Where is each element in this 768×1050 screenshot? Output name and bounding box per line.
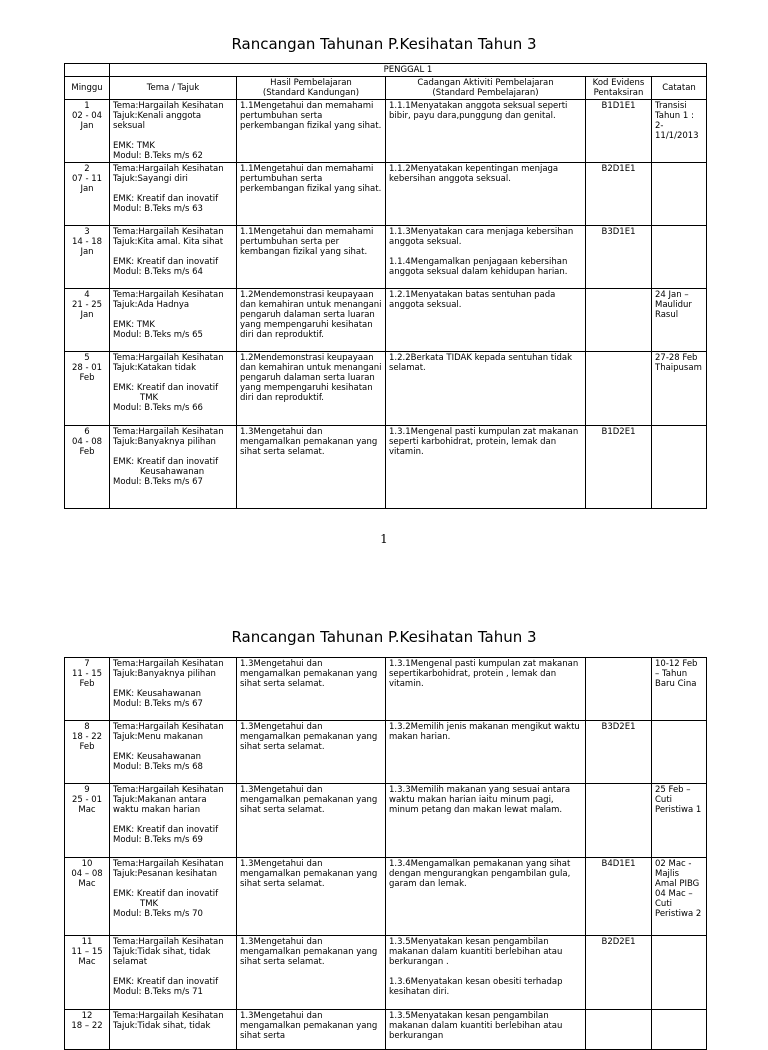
cell-line: 1.3.4Mengamalkan pemakanan yang sihat dengan mengurangkan pengambilan gula, garam dan lemak.: [389, 859, 574, 889]
cell-line: Mac: [78, 957, 96, 967]
cell-minggu: [65, 352, 110, 426]
yearly-plan-table-2: [64, 657, 707, 1050]
cell-kod: B3D2E1: [586, 721, 652, 784]
cell-line: [113, 879, 233, 889]
cell-kod: B4D1E1: [586, 858, 652, 936]
cell-hasil: [237, 936, 386, 1010]
cell-line: EMK: Kreatif dan inovatif: [113, 257, 219, 267]
cell-line: [113, 447, 233, 457]
cell-kod: [586, 289, 652, 352]
cell-kod: [586, 784, 652, 858]
header-kod-line1: Kod Evidens: [592, 78, 645, 88]
cell-cadangan: [386, 226, 586, 289]
cell-catatan: [652, 858, 707, 936]
cell-minggu: [65, 936, 110, 1010]
cell-line: Tema:Hargailah Kesihatan: [113, 290, 224, 300]
cell-hasil: [237, 721, 386, 784]
cell-line: 1.3Mengetahui dan mengamalkan pemakanan yang sihat serta: [240, 1011, 380, 1041]
page-title-2: Rancangan Tahunan P.Kesihatan Tahun 3: [231, 628, 537, 646]
cell-kod: B1D2E1: [586, 426, 652, 509]
cell-line: Feb: [79, 679, 95, 689]
cell-line: Modul: B.Teks m/s 71: [113, 987, 203, 997]
cell-line: Mac: [78, 805, 96, 815]
cell-tema: [110, 226, 237, 289]
yearly-plan-table: [64, 63, 707, 509]
cell-line: Cuti: [655, 795, 673, 805]
cell-cadangan: [386, 1010, 586, 1050]
cell-minggu: [65, 226, 110, 289]
cell-catatan: [652, 163, 707, 226]
cell-tema: [110, 289, 237, 352]
cell-line: Modul: B.Teks m/s 70: [113, 909, 203, 919]
cell-line: [68, 1031, 106, 1041]
cell-line: 1.3Mengetahui dan mengamalkan pemakanan yang sihat serta selamat.: [240, 859, 380, 889]
cell-line: 1.1.2Menyatakan kepentingan menjaga kebersihan anggota seksual.: [389, 164, 561, 184]
cell-cadangan: [386, 289, 586, 352]
cell-line: Modul: B.Teks m/s 66: [113, 403, 203, 413]
cell-catatan: [652, 721, 707, 784]
cell-line: Jan: [80, 121, 94, 131]
cell-catatan: [652, 1010, 707, 1050]
cell-kod: [586, 1010, 652, 1050]
cell-line: 1.3.6Menyatakan kesan obesiti terhadap kesihatan diri.: [389, 977, 566, 997]
cell-line: 02 - 04: [71, 111, 103, 121]
cell-line: Jan: [80, 247, 94, 257]
cell-line: Tajuk:Kita amal. Kita sihat: [113, 237, 224, 247]
table-row: [65, 289, 707, 352]
cell-kod: B2D1E1: [586, 163, 652, 226]
cell-line: Feb: [79, 742, 95, 752]
cell-line: – Tahun: [655, 669, 688, 679]
table-row: [65, 1010, 707, 1050]
cell-line: [389, 247, 582, 257]
cell-line: 1.3Mengetahui dan mengamalkan pemakanan yang sihat serta selamat.: [240, 427, 380, 457]
cell-line: [113, 247, 233, 257]
cell-line: Maulidur: [655, 300, 692, 310]
cell-hasil: [237, 858, 386, 936]
cell-minggu: [65, 658, 110, 721]
cell-line: 1.3Mengetahui dan mengamalkan pemakanan yang sihat serta selamat.: [240, 785, 380, 815]
cell-catatan: [652, 352, 707, 426]
cell-line: [113, 742, 233, 752]
cell-hasil: [237, 784, 386, 858]
header-hasil-line2: (Standard Kandungan): [262, 88, 360, 98]
cell-line: 1.3.1Mengenal pasti kumpulan zat makanan seperti karbohidrat, protein, lemak dan vitamin.: [389, 427, 581, 457]
cell-line: Tema:Hargailah Kesihatan: [113, 427, 224, 437]
cell-line: 10: [81, 859, 93, 869]
cell-line: 1.3.5Menyatakan kesan pengambilan makanan dalam kuantiti berlebihan atau berkurangan: [389, 1011, 566, 1041]
cell-line: Tema:Hargailah Kesihatan: [113, 859, 224, 869]
cell-tema: [110, 784, 237, 858]
cell-hasil: [237, 289, 386, 352]
cell-line: Peristiwa 1: [655, 805, 702, 815]
cell-catatan: [652, 658, 707, 721]
cell-kod: [586, 658, 652, 721]
cell-line: EMK: TMK: [113, 141, 155, 151]
cell-line: Keusahawanan: [113, 467, 205, 477]
cell-line: 04 Mac –: [655, 889, 693, 899]
cell-line: 1.2.1Menyatakan batas sentuhan pada anggota seksual.: [389, 290, 559, 310]
cell-line: 02 Mac -: [655, 859, 692, 869]
cell-line: 21 - 25: [71, 300, 103, 310]
cell-line: EMK: Kreatif dan inovatif: [113, 457, 219, 467]
cell-minggu: [65, 289, 110, 352]
cell-line: Modul: B.Teks m/s 63: [113, 204, 203, 214]
cell-line: 1.3Mengetahui dan mengamalkan pemakanan yang sihat serta selamat.: [240, 659, 380, 689]
cell-line: Rasul: [655, 310, 679, 320]
cell-cadangan: [386, 100, 586, 163]
cell-minggu: [65, 1010, 110, 1050]
cell-tema: [110, 352, 237, 426]
cell-line: 11 – 15: [71, 947, 103, 957]
cell-catatan: [652, 936, 707, 1010]
cell-tema: [110, 100, 237, 163]
table-row: [65, 658, 707, 721]
cell-cadangan: [386, 858, 586, 936]
cell-cadangan: [386, 721, 586, 784]
cell-line: 1.1Mengetahui dan memahami pertumbuhan serta perkembangan fizikal yang sihat.: [240, 101, 382, 131]
cell-line: [113, 373, 233, 383]
cell-line: Modul: B.Teks m/s 69: [113, 835, 203, 845]
cell-kod: B3D1E1: [586, 226, 652, 289]
cell-line: 11 - 15: [71, 669, 103, 679]
cell-hasil: [237, 226, 386, 289]
table-row: [65, 784, 707, 858]
cell-line: 1.1.4Mengamalkan penjagaan kebersihan anggota seksual dalam kehidupan harian.: [389, 257, 571, 277]
cell-line: Modul: B.Teks m/s 64: [113, 267, 203, 277]
cell-line: Tema:Hargailah Kesihatan: [113, 785, 224, 795]
cell-line: 1.2Mendemonstrasi keupayaan dan kemahiran untuk menangani pengaruh dalaman serta luaran yang mempengaruhi kesihatan diri dan reproduktif.: [240, 353, 385, 403]
table-row: [65, 721, 707, 784]
cell-line: 1: [84, 101, 90, 111]
cell-line: Tajuk:Banyaknya pilihan: [113, 437, 216, 447]
blank-header-cell: [65, 64, 110, 77]
table-row: [65, 163, 707, 226]
cell-line: Modul: B.Teks m/s 65: [113, 330, 203, 340]
cell-line: 1.3Mengetahui dan mengamalkan pemakanan yang sihat serta selamat.: [240, 937, 380, 967]
cell-line: 9: [84, 785, 90, 795]
cell-line: 10-12 Feb: [655, 659, 698, 669]
cell-line: Thaipusam: [655, 363, 702, 373]
cell-tema: [110, 721, 237, 784]
header-catatan: Catatan: [652, 77, 707, 100]
cell-line: Modul: B.Teks m/s 67: [113, 699, 203, 709]
cell-minggu: [65, 784, 110, 858]
header-cadangan-line2: (Standard Pembelajaran): [432, 88, 539, 98]
cell-tema: [110, 1010, 237, 1050]
cell-line: Tema:Hargailah Kesihatan: [113, 101, 224, 111]
cell-line: 18 - 22: [71, 732, 103, 742]
cell-line: Jan: [80, 310, 94, 320]
cell-hasil: [237, 163, 386, 226]
cell-tema: [110, 936, 237, 1010]
cell-line: Tema:Hargailah Kesihatan: [113, 1011, 224, 1021]
cell-line: Amal PIBG: [655, 879, 700, 889]
cell-line: Tajuk:Kenali anggota seksual: [113, 111, 204, 131]
cell-catatan: [652, 289, 707, 352]
table-row: [65, 936, 707, 1010]
cell-line: 2-: [655, 121, 664, 131]
cell-cadangan: [386, 426, 586, 509]
header-minggu: Minggu: [65, 77, 110, 100]
cell-line: Tahun 1 :: [655, 111, 694, 121]
cell-hasil: [237, 1010, 386, 1050]
cell-line: TMK: [113, 899, 159, 909]
cell-catatan: [652, 426, 707, 509]
cell-line: 18 – 22: [71, 1021, 103, 1031]
cell-line: 28 - 01: [71, 363, 103, 373]
cell-line: EMK: Kreatif dan inovatif: [113, 194, 219, 204]
cell-cadangan: [386, 352, 586, 426]
cell-line: 4: [84, 290, 90, 300]
cell-line: 27-28 Feb: [655, 353, 698, 363]
cell-line: Tema:Hargailah Kesihatan: [113, 937, 224, 947]
cell-catatan: [652, 226, 707, 289]
cell-line: 1.3Mengetahui dan mengamalkan pemakanan yang sihat serta selamat.: [240, 722, 380, 752]
cell-line: Peristiwa 2: [655, 909, 702, 919]
header-hasil: [237, 77, 386, 100]
cell-cadangan: [386, 936, 586, 1010]
cell-line: 7: [84, 659, 90, 669]
cell-kod: [586, 352, 652, 426]
cell-line: 1.2Mendemonstrasi keupayaan dan kemahiran untuk menangani pengaruh dalaman serta luaran yang mempengaruhi kesihatan diri dan reproduktif.: [240, 290, 385, 340]
cell-line: 1.3.1Mengenal pasti kumpulan zat makanan sepertikarbohidrat, protein , lemak dan vitamin.: [389, 659, 581, 689]
cell-line: [113, 184, 233, 194]
cell-line: Tajuk:Banyaknya pilihan: [113, 669, 216, 679]
cell-line: Tema:Hargailah Kesihatan: [113, 164, 224, 174]
cell-minggu: [65, 426, 110, 509]
table-row: [65, 100, 707, 163]
cell-line: EMK: Kreatif dan inovatif: [113, 825, 219, 835]
header-kod-line2: Pentaksiran: [593, 88, 644, 98]
cell-line: Mac: [78, 879, 96, 889]
page-number: 1: [380, 532, 388, 546]
table-row: [65, 352, 707, 426]
cell-line: Jan: [80, 184, 94, 194]
cell-line: Tema:Hargailah Kesihatan: [113, 722, 224, 732]
cell-line: 11/1/2013: [655, 131, 699, 141]
cell-line: Feb: [79, 447, 95, 457]
header-tema: Tema / Tajuk: [110, 77, 237, 100]
cell-line: EMK: Keusahawanan: [113, 689, 201, 699]
cell-line: Tajuk:Menu makanan: [113, 732, 204, 742]
cell-line: [113, 131, 233, 141]
cell-line: Tajuk:Tidak sihat, tidak selamat: [113, 947, 214, 967]
page-title: Rancangan Tahunan P.Kesihatan Tahun 3: [231, 35, 537, 53]
cell-line: EMK: Keusahawanan: [113, 752, 201, 762]
cell-hasil: [237, 100, 386, 163]
header-cadangan-line1: Cadangan Aktiviti Pembelajaran: [417, 78, 554, 88]
cell-line: EMK: TMK: [113, 320, 155, 330]
cell-line: EMK: Kreatif dan inovatif: [113, 977, 219, 987]
cell-line: 11: [81, 937, 93, 947]
cell-line: Tajuk:Ada Hadnya: [113, 300, 190, 310]
table-row: [65, 226, 707, 289]
cell-line: Transisi: [655, 101, 687, 111]
cell-line: Modul: B.Teks m/s 67: [113, 477, 203, 487]
cell-line: 1.3.5Menyatakan kesan pengambilan makanan dalam kuantiti berlebihan atau berkurangan .: [389, 937, 566, 967]
cell-line: 1.1Mengetahui dan memahami pertumbuhan serta per kembangan fizikal yang sihat.: [240, 227, 377, 257]
cell-hasil: [237, 658, 386, 721]
cell-tema: [110, 858, 237, 936]
cell-line: Tajuk:Makanan antara waktu makan harian: [113, 795, 210, 815]
cell-line: Modul: B.Teks m/s 62: [113, 151, 203, 161]
cell-minggu: [65, 858, 110, 936]
cell-line: [389, 967, 582, 977]
cell-kod: B1D1E1: [586, 100, 652, 163]
cell-kod: B2D2E1: [586, 936, 652, 1010]
cell-line: 2: [84, 164, 90, 174]
table-body: [65, 100, 707, 509]
cell-minggu: [65, 163, 110, 226]
cell-line: Tajuk:Sayangi diri: [113, 174, 188, 184]
cell-line: 6: [84, 427, 90, 437]
cell-cadangan: [386, 163, 586, 226]
header-kod: [586, 77, 652, 100]
cell-minggu: [65, 100, 110, 163]
cell-hasil: [237, 426, 386, 509]
cell-line: Tema:Hargailah Kesihatan: [113, 353, 224, 363]
cell-line: Tajuk:Tidak sihat, tidak: [113, 1021, 211, 1031]
cell-line: 3: [84, 227, 90, 237]
cell-line: EMK: Kreatif dan inovatif: [113, 889, 219, 899]
cell-line: Feb: [79, 373, 95, 383]
cell-line: 25 Feb –: [655, 785, 691, 795]
cell-line: 1.2.2Berkata TIDAK kepada sentuhan tidak selamat.: [389, 353, 575, 373]
cell-line: [113, 815, 233, 825]
cell-minggu: [65, 721, 110, 784]
cell-line: 5: [84, 353, 90, 363]
cell-line: 24 Jan –: [655, 290, 689, 300]
cell-line: 1.1Mengetahui dan memahami pertumbuhan serta perkembangan fizikal yang sihat.: [240, 164, 382, 194]
cell-line: 04 – 08: [71, 869, 103, 879]
cell-line: Baru Cina: [655, 679, 697, 689]
cell-line: 12: [81, 1011, 93, 1021]
cell-tema: [110, 163, 237, 226]
cell-catatan: [652, 100, 707, 163]
header-cadangan: [386, 77, 586, 100]
cell-line: Tajuk:Pesanan kesihatan: [113, 869, 218, 879]
cell-cadangan: [386, 784, 586, 858]
cell-line: 1.3.2Memilih jenis makanan mengikut waktu makan harian.: [389, 722, 583, 742]
cell-line: Tajuk:Katakan tidak: [113, 363, 196, 373]
cell-line: 1.1.3Menyatakan cara menjaga kebersihan anggota seksual.: [389, 227, 576, 247]
cell-line: EMK: Kreatif dan inovatif: [113, 383, 219, 393]
cell-line: 8: [84, 722, 90, 732]
cell-line: Tema:Hargailah Kesihatan: [113, 659, 224, 669]
cell-tema: [110, 658, 237, 721]
term-header: PENGGAL 1: [110, 64, 707, 77]
cell-line: 14 - 18: [71, 237, 103, 247]
cell-tema: [110, 426, 237, 509]
cell-line: 25 - 01: [71, 795, 103, 805]
cell-line: Tema:Hargailah Kesihatan: [113, 227, 224, 237]
table-row: [65, 858, 707, 936]
cell-line: 1.1.1Menyatakan anggota seksual seperti bibir, payu dara,punggung dan genital.: [389, 101, 571, 121]
cell-line: Modul: B.Teks m/s 68: [113, 762, 203, 772]
cell-line: Cuti: [655, 899, 673, 909]
table-body-2: [65, 658, 707, 1050]
cell-line: Majlis: [655, 869, 680, 879]
cell-line: [113, 310, 233, 320]
cell-cadangan: [386, 658, 586, 721]
cell-line: 04 - 08: [71, 437, 103, 447]
cell-catatan: [652, 784, 707, 858]
cell-line: TMK: [113, 393, 159, 403]
table-row: [65, 426, 707, 509]
cell-line: 07 - 11: [71, 174, 103, 184]
cell-line: 1.3.3Memilih makanan yang sesuai antara waktu makan harian iaitu minum pagi, minum petang dan makan lewat malam.: [389, 785, 573, 815]
cell-line: [113, 967, 233, 977]
cell-hasil: [237, 352, 386, 426]
header-hasil-line1: Hasil Pembelajaran: [270, 78, 352, 88]
cell-line: [113, 679, 233, 689]
